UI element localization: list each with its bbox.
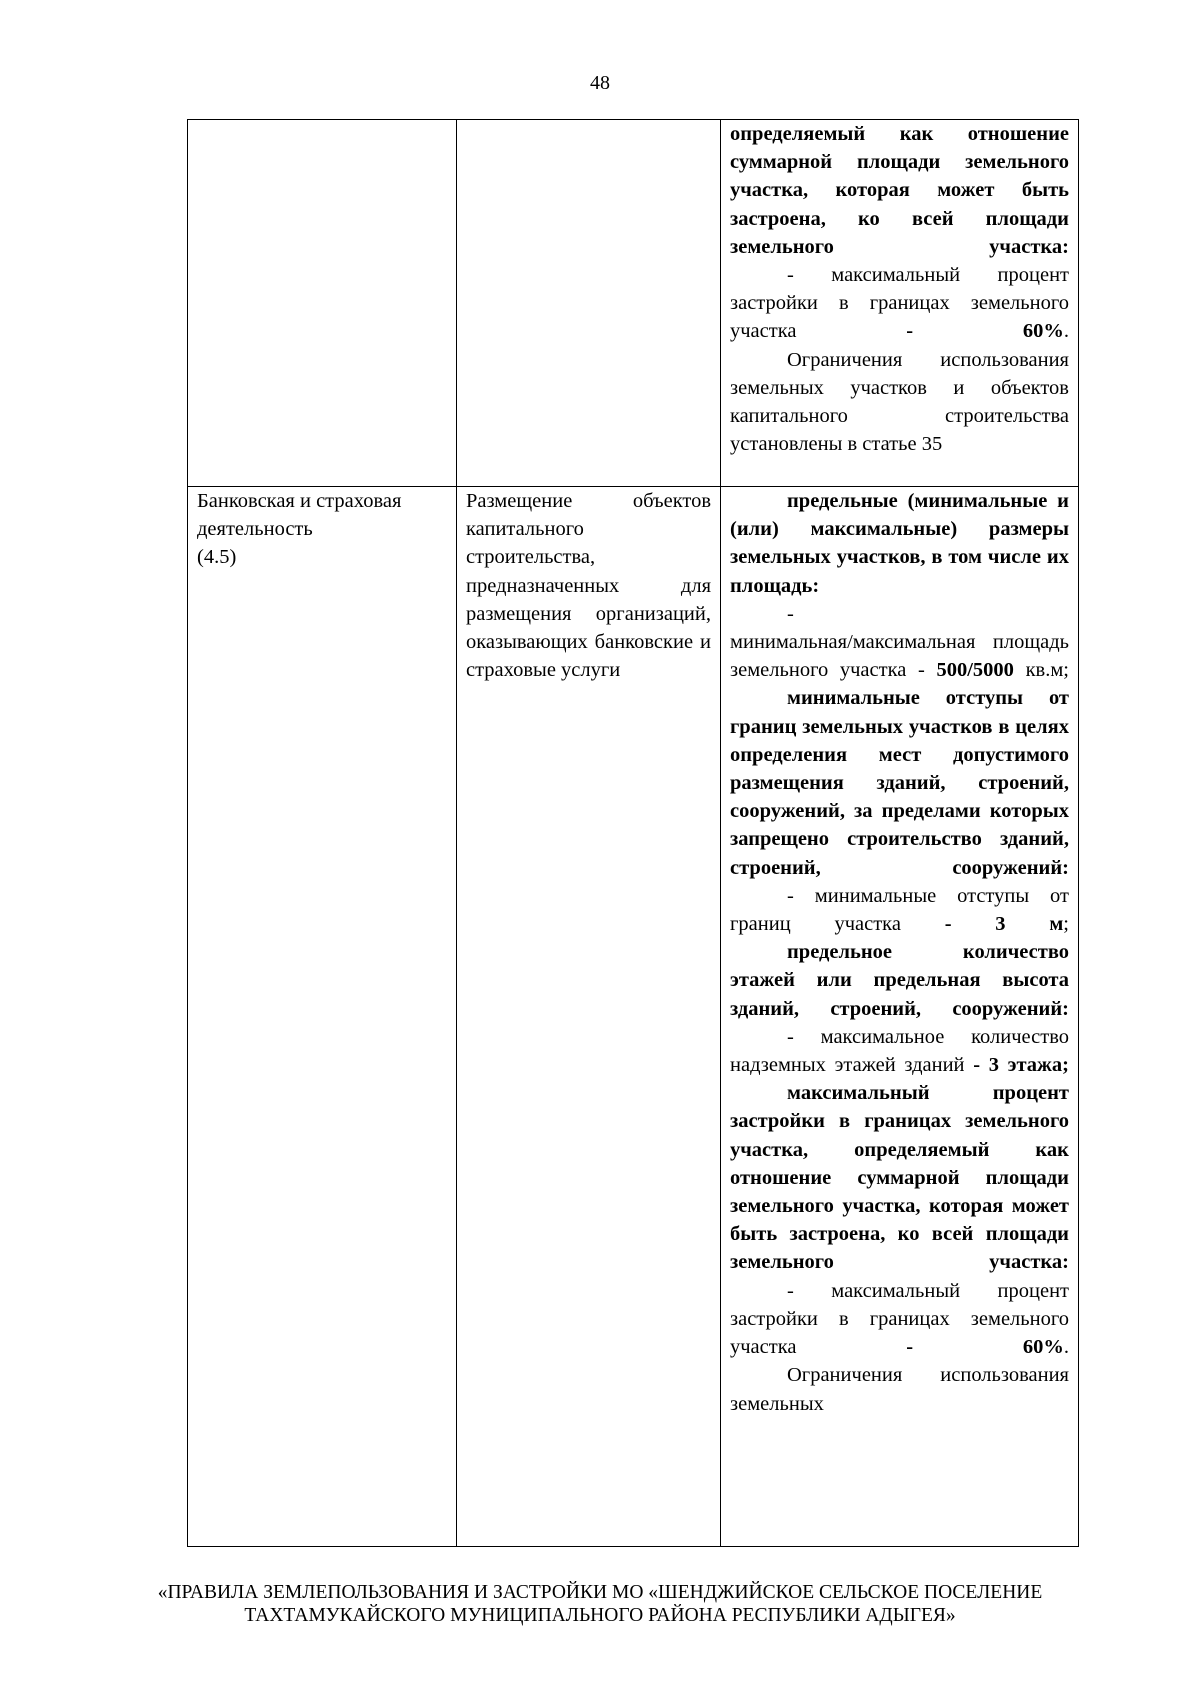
use-description: Размещение объектов капитального строительства, предназначенных для размещения организаций, оказывающих банковские и страховые услуги — [466, 490, 711, 682]
setback-value: - 3 м — [900, 913, 1064, 936]
row2-use-description-cell — [457, 487, 721, 1547]
floors-heading: предельное количество этажей или предельная высота зданий, строений, сооружений: — [730, 941, 1069, 1020]
area-dash: - — [787, 602, 794, 625]
row2-parameters-cell — [721, 487, 1079, 1547]
setback-text: - минимальные отступы от границ участка — [730, 884, 1069, 936]
setbacks-heading: минимальные отступы от границ земельных участков в целях определения мест допустимого размещения зданий, строений, сооружений, за пределами которых запрещено строительство зданий, строений, сооружений: — [730, 687, 1069, 879]
max-coverage-value: - 60% — [796, 1336, 1064, 1359]
area-text: минимальная/максимальная площадь земельного участка - — [730, 631, 1069, 682]
setback-item — [730, 882, 1069, 938]
floors-value: - 3 этажа; — [964, 1054, 1069, 1077]
floors-item — [730, 1023, 1069, 1079]
max-coverage-text: - максимальный процент застройки в границах земельного участка — [730, 1279, 1069, 1359]
max-coverage-value: - 60% — [796, 320, 1064, 343]
table-row — [188, 487, 1079, 1547]
page-number: 48 — [590, 72, 610, 94]
row1-use-description-cell — [457, 120, 721, 487]
use-code: (4.5) — [197, 546, 237, 569]
restrictions-note: Ограничения использования земельных участков и объектов капитального строительства установлены в статье 35 — [730, 348, 1069, 456]
row1-parameters-cell — [721, 120, 1079, 487]
footer-line-1: «ПРАВИЛА ЗЕМЛЕПОЛЬЗОВАНИЯ И ЗАСТРОЙКИ МО «ШЕНДЖИЙСКОЕ СЕЛЬСКОЕ ПОСЕЛЕНИЕ — [157, 1582, 1043, 1603]
floors-text: - максимальное количество надземных этажей зданий — [730, 1025, 1069, 1077]
plot-size-heading: предельные (минимальные и (или) максимальные) размеры земельных участков, в том числе их площадь: — [730, 490, 1069, 597]
footer-line-2: ТАХТАМУКАЙСКОГО МУНИЦИПАЛЬНОГО РАЙОНА РЕСПУБЛИКИ АДЫГЕЯ» — [244, 1605, 956, 1626]
use-name: Банковская и страховая деятельность — [197, 490, 402, 541]
land-use-table — [187, 119, 1079, 1547]
max-coverage-end: . — [1063, 320, 1069, 343]
max-coverage-item — [730, 1277, 1069, 1362]
restrictions-note-cut: Ограничения использования земельных — [730, 1364, 1069, 1415]
max-coverage-end: . — [1063, 1336, 1069, 1359]
row2-use-name-cell — [188, 487, 457, 1547]
table-row — [188, 120, 1079, 487]
document-footer — [100, 1581, 1100, 1627]
max-coverage-item — [730, 261, 1069, 346]
setback-end: ; — [1063, 913, 1069, 936]
area-item — [730, 628, 1069, 684]
area-unit: кв.м; — [1013, 659, 1070, 682]
coverage-heading-continued: определяемый как отношение суммарной площади земельного участка, которая может быть застроена, ко всей площади земельного участка: — [730, 123, 1069, 258]
coverage-heading: максимальный процент застройки в границах земельного участка, определяемый как отношение суммарной площади земельного участка, которая может быть застроена, ко всей площади земельного участка: — [730, 1082, 1069, 1274]
row1-use-name-cell — [188, 120, 457, 487]
area-value: 500/5000 — [936, 659, 1014, 682]
max-coverage-text: - максимальный процент застройки в границах земельного участка — [730, 264, 1069, 343]
